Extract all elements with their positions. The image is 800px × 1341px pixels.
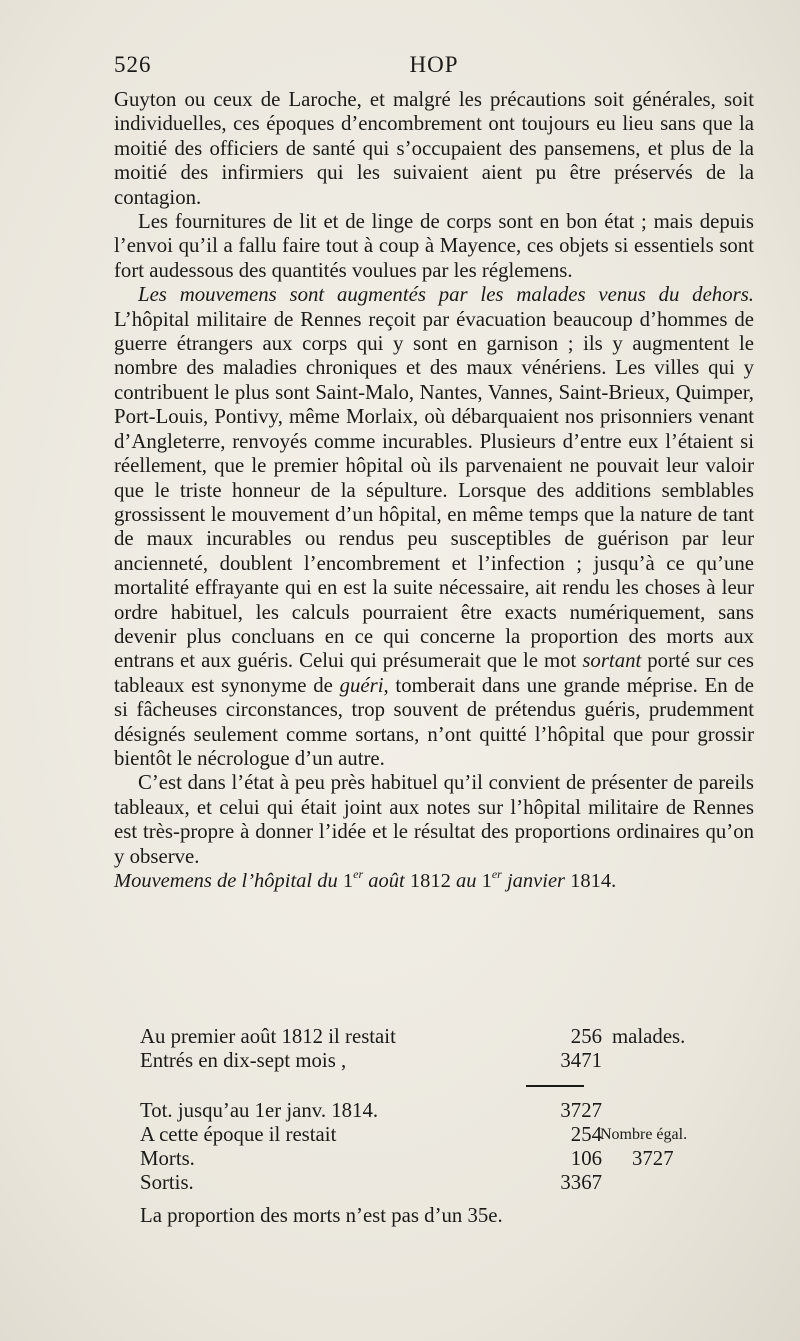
row-note: 3727 — [632, 1146, 674, 1170]
caption-day-1: 1 — [342, 870, 354, 892]
paragraph-3-text-c: , tomberait dans une grande méprise. En de si fâcheuses circonstances, trop souvent de prétendus guéris, prudemment désignés seulement comme sortans, n’ont quitté l’hôpital que pour grossir bientôt le nécrologue d’un autre. — [114, 673, 754, 770]
movement-table — [140, 1025, 730, 1195]
row-label: Morts. — [140, 1146, 195, 1170]
word-sortant: sortant — [582, 649, 642, 673]
caption-part-1: Mouvemens de l’hôpital du — [114, 870, 343, 892]
row-label: A cette époque il restait — [140, 1122, 337, 1146]
row-value: 106 — [570, 1146, 602, 1170]
caption-part-4: janvier — [501, 870, 571, 892]
row-label: Entrés en dix-sept mois , — [140, 1049, 347, 1073]
word-gueri: guéri — [339, 673, 384, 697]
caption-year-1: 1812 — [409, 870, 451, 892]
caption-part-2: août — [363, 870, 410, 892]
table-caption — [114, 869, 754, 893]
paragraph-3-text-b: porté sur ces tableaux est synonyme de — [114, 649, 754, 697]
caption-sup-2: er — [491, 867, 502, 881]
caption-year-2: 1814. — [570, 870, 617, 892]
row-label: Tot. jusqu’au 1er janv. 1814. — [140, 1098, 379, 1122]
caption-sup-1: er — [353, 867, 364, 881]
paragraph-1: Guyton ou ceux de Laroche, et malgré les précautions soit générales, soit individuelles, ces époques d’encombrement ont toujours eu lieu sans que la moitié des officiers de santé qui s’occupaient des pansemens, et plus de la moitié des infirmiers qui les suivaient aient pu être préservés de la contagion. — [114, 88, 754, 209]
row-note: Nombre égal. — [600, 1125, 688, 1143]
paragraph-3-text-a: L’hôpital militaire de Rennes reçoit par évacuation beaucoup d’hommes de guerre étrangers aux corps qui y sont en garnison ; ils y augmentent le nombre des maladies chroniques et des maux vénériens. Les villes qui y contribuent le plus sont Saint-Malo, Nantes, Vannes, Saint-Brieux, Quimper, Port-Louis, Pontivy, même Morlaix, où débarquaient nos prisonniers venant d’Angleterre, renvoyés comme incurables. Plusieurs d’entre eux l’étaient si réellement, que le premier hôpital où ils parvenaient ne pouvait leur valoir que le triste honneur de la sépulture. Lorsque des additions semblables grossissent le mouvement d’un hôpital, en même temps que la nature de tant de maux incurables ou rendus peu susceptibles de guérison par leur ancienneté, doublent l’encombrement et l’infection ; jusqu’à ce qu’une mortalité effrayante qui en est la suite nécessaire, ait rendu les choses à leur ordre habituel, les calculs pourraient être exacts numériquement, sans devenir plus concluans en ce qui concerne la proportion des morts aux entrans et aux guéris. Celui qui présumerait que le mot — [114, 307, 754, 673]
table-row — [140, 1147, 730, 1171]
paragraph-2: Les fournitures de lit et de linge de corps sont en bon état ; mais depuis l’envoi qu’il a fallu faire tout à coup à Mayence, ces objets si essentiels sont fort audessous des quantités voulues par les réglemens. — [114, 210, 754, 282]
sum-rule — [526, 1085, 584, 1087]
paragraph-4: C’est dans l’état à peu près habituel qu’il convient de présenter de pareils tableaux, et celui qui était joint aux notes sur l’hôpital militaire de Rennes est très-propre à donner l’idée et le résultat des proportions ordinaires qu’on y observe. — [114, 771, 754, 868]
row-note: malades. — [612, 1025, 686, 1048]
running-title: HOP — [409, 52, 459, 77]
table-row — [140, 1049, 730, 1073]
row-value: 256 — [570, 1025, 602, 1048]
row-value: 3367 — [560, 1171, 602, 1195]
row-value: 254 — [570, 1122, 602, 1146]
body-text — [114, 88, 754, 893]
row-label: Sortis. — [140, 1171, 194, 1195]
row-value: 3727 — [560, 1098, 602, 1122]
table-row — [140, 1171, 730, 1195]
table-row — [140, 1123, 730, 1147]
paragraph-3 — [114, 283, 754, 771]
page-number: 526 — [114, 52, 152, 77]
paragraph-3-lead: Les mouvemens sont augmentés par les malades venus du dehors. — [138, 283, 754, 307]
row-label: Au premier août 1812 il restait — [140, 1025, 396, 1048]
closing-line: La proportion des morts n’est pas d’un 35e. — [140, 1204, 503, 1227]
row-value: 3471 — [560, 1049, 602, 1073]
table-row — [140, 1025, 730, 1049]
caption-day-2: 1 — [481, 870, 492, 892]
caption-part-3: au — [450, 870, 482, 892]
page-header — [114, 52, 754, 82]
table-row-total — [140, 1074, 730, 1123]
